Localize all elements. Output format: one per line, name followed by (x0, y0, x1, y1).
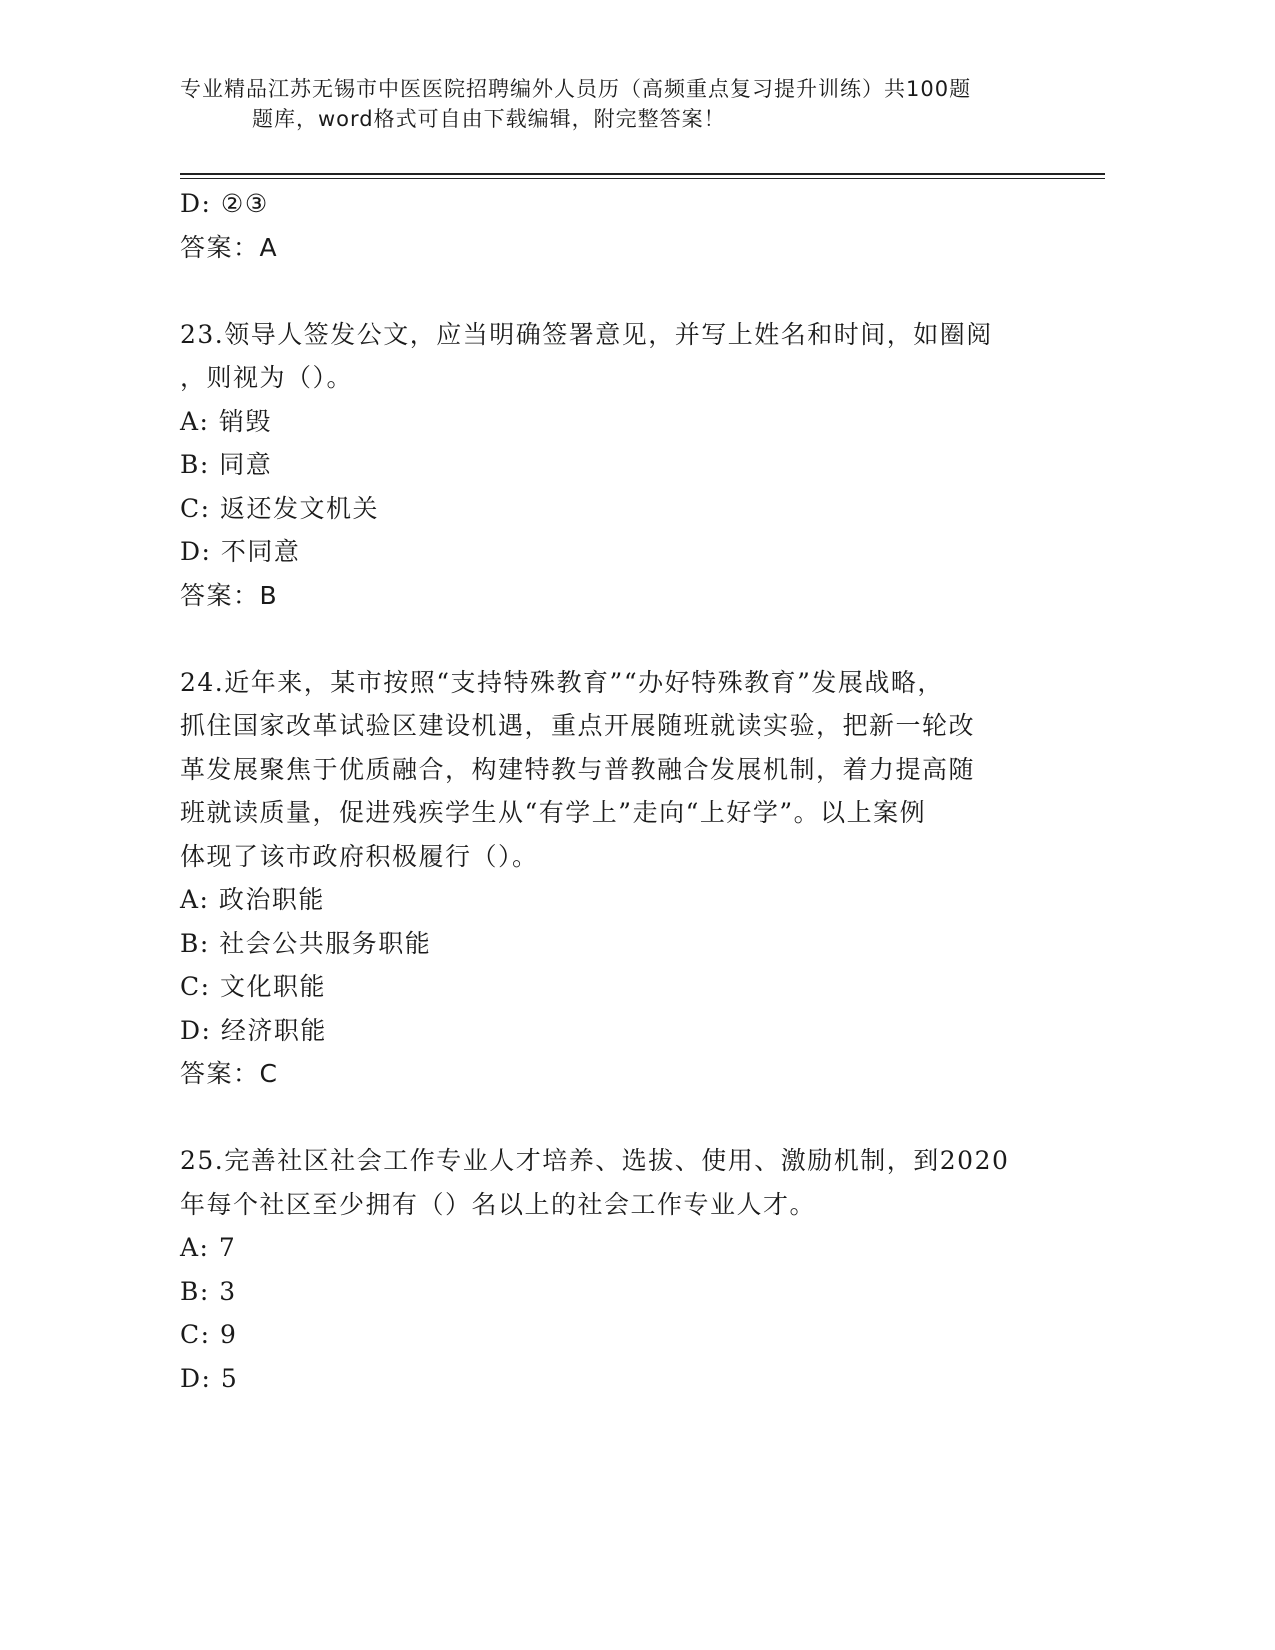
question-text: 24.近年来，某市按照“支持特殊教育”“办好特殊教育”发展战略， (180, 667, 944, 697)
spacer (180, 1096, 1050, 1140)
option-c: C: 文化职能 (180, 972, 326, 1001)
header-rule-thick (180, 173, 1105, 175)
question-content (180, 182, 1050, 1400)
option-d: D: 经济职能 (180, 1015, 327, 1045)
option-a: A: 政治职能 (180, 885, 325, 914)
question-text: 23.领导人签发公文，应当明确签署意见，并写上姓名和时间，如圈阅 (180, 319, 993, 349)
spacer (180, 269, 1050, 313)
header-title-line-1: 专业精品江苏无锡市中医医院招聘编外人员历（高频重点复习提升训练）共100题 (180, 77, 972, 101)
option-b: B: 3 (180, 1276, 237, 1306)
question-25 (180, 1139, 1050, 1400)
question-text: 年每个社区至少拥有（）名以上的社会工作专业人才。 (180, 1189, 817, 1219)
question-23 (180, 313, 1050, 618)
question-text: 革发展聚焦于优质融合，构建特教与普教融合发展机制，着力提高随 (180, 754, 976, 784)
question-text: 体现了该市政府积极履行（）。 (180, 841, 539, 871)
header-title-line-2: 题库，word格式可自由下载编辑，附完整答案！ (252, 107, 726, 131)
question-text: ，则视为（）。 (180, 363, 354, 392)
option-a: A: 7 (180, 1233, 237, 1262)
option-c: C: 9 (180, 1320, 238, 1349)
option-d: D: 不同意 (180, 537, 301, 566)
option-b: B: 社会公共服务职能 (180, 928, 432, 958)
document-header (180, 74, 1050, 134)
spacer (180, 617, 1050, 661)
option-d: D: 5 (180, 1363, 239, 1393)
question-text: 25.完善社区社会工作专业人才培养、选拔、使用、激励机制，到2020 (180, 1146, 1010, 1175)
answer: 答案：B (180, 580, 279, 610)
header-rule-thin (180, 178, 1105, 179)
prev-question-answer: 答案：A (180, 232, 279, 262)
answer: 答案：C (180, 1059, 279, 1088)
question-text: 抓住国家改革试验区建设机遇，重点开展随班就读实验，把新一轮改 (180, 711, 976, 740)
question-24 (180, 661, 1050, 1096)
prev-question-option-d: D: ②③ (180, 189, 269, 218)
option-c: C: 返还发文机关 (180, 493, 379, 523)
option-b: B: 同意 (180, 450, 273, 479)
option-a: A: 销毁 (180, 406, 272, 436)
question-text: 班就读质量，促进残疾学生从“有学上”走向“上好学”。以上案例 (180, 798, 927, 827)
